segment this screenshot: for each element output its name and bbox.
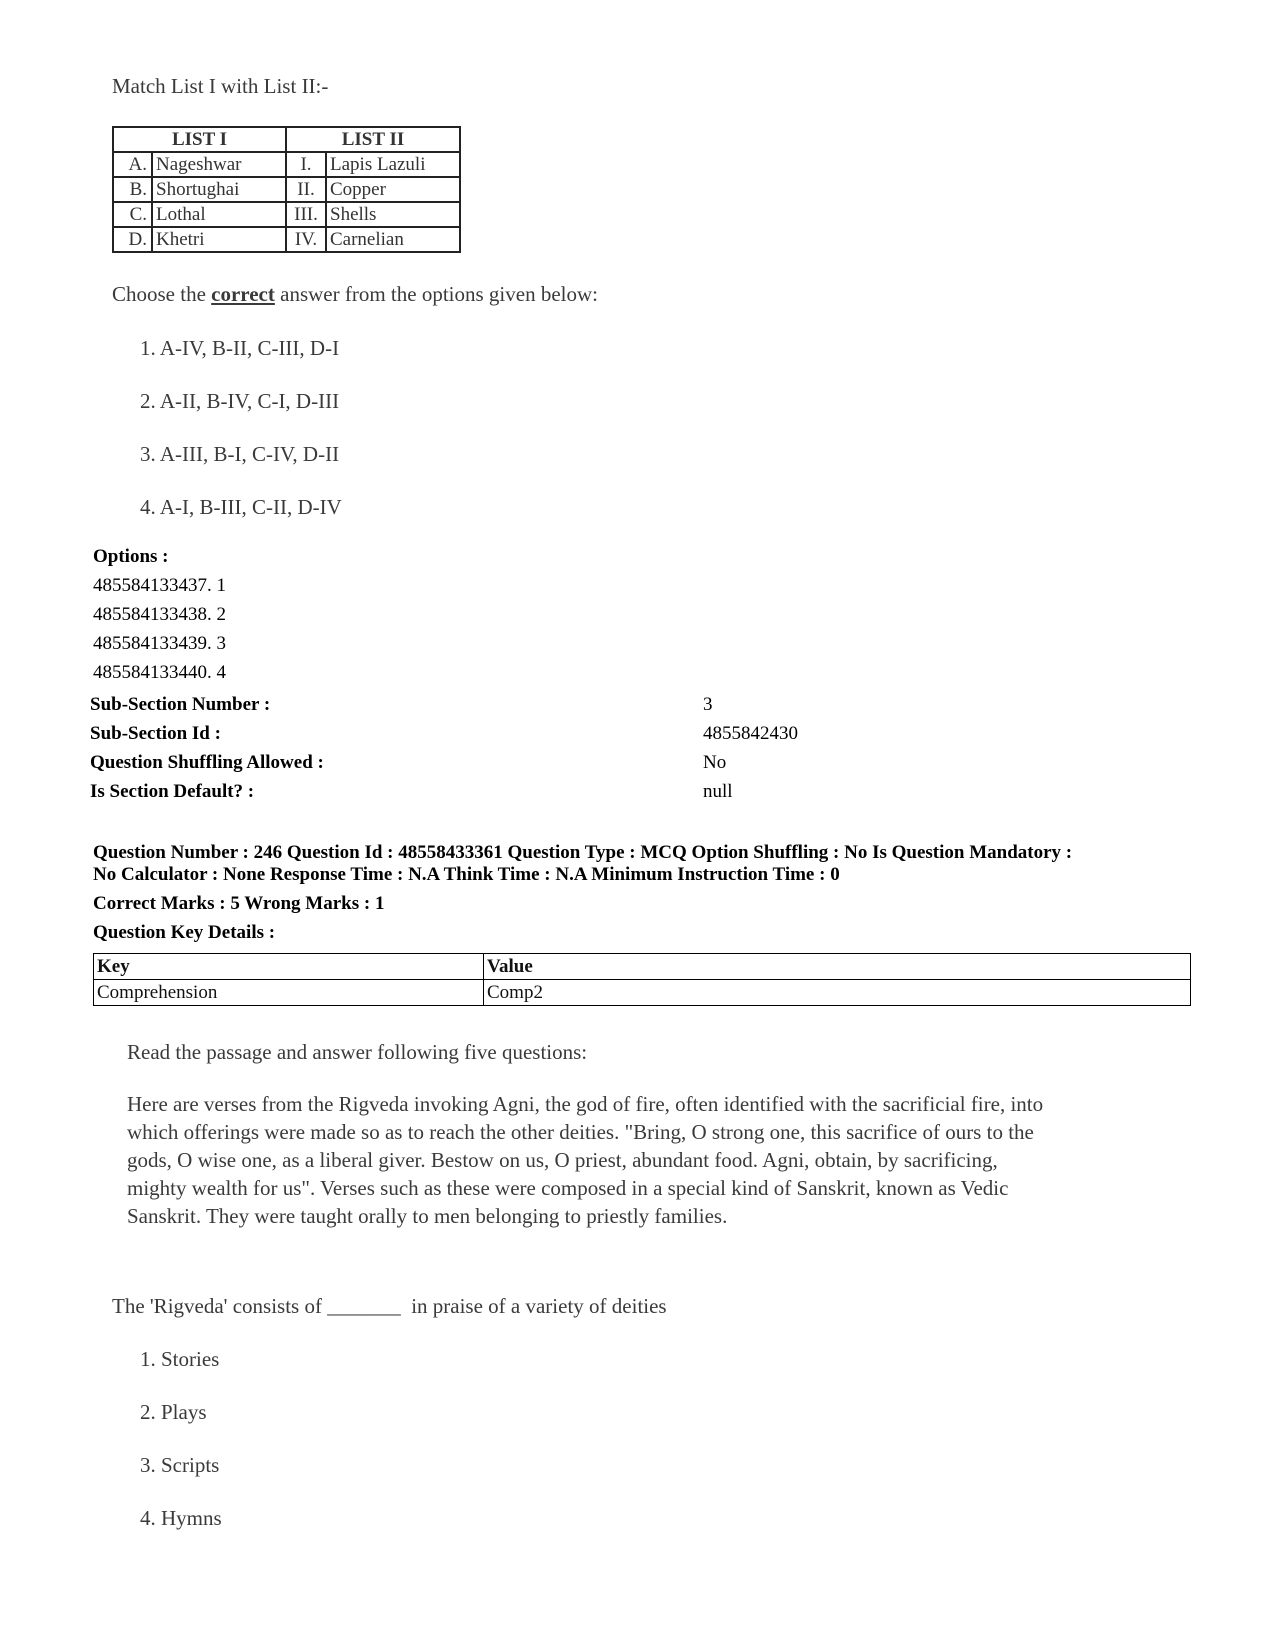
list-1-index: A. <box>113 152 152 177</box>
kv-key: Comprehension <box>94 980 484 1006</box>
choose-post: answer from the options given below: <box>274 282 598 306</box>
passage-line: mighty wealth for us". Verses such as these were composed in a special kind of Sanskrit, known as Vedic <box>127 1176 1009 1200</box>
section-default-label: Is Section Default? : <box>90 781 255 802</box>
list-1-index: C. <box>113 202 152 227</box>
key-details-label: Question Key Details : <box>93 922 276 943</box>
passage-line: which offerings were made so as to reach the other deities. "Bring, O strong one, this sacrifice of ours to the <box>127 1120 1034 1144</box>
list-2-item: Carnelian <box>326 227 460 252</box>
list-1-item: Khetri <box>152 227 286 252</box>
q1-heading: Match List I with List II:- <box>112 74 329 98</box>
list-1-item: Nageshwar <box>152 152 286 177</box>
passage-line: Here are verses from the Rigveda invoking Agni, the god of fire, often identified with the sacrificial fire, into <box>127 1092 1044 1116</box>
table-row <box>94 980 1191 1006</box>
choose-instruction <box>112 282 598 307</box>
passage <box>127 1090 1167 1230</box>
list-2-index: IV. <box>286 227 326 252</box>
kv-header-value: Value <box>484 954 1191 980</box>
q2-choice-4: 4. Hymns <box>140 1506 222 1530</box>
kv-header-key: Key <box>94 954 484 980</box>
sub-section-id-label: Sub-Section Id : <box>90 723 221 744</box>
table-row <box>94 954 1191 980</box>
table-row <box>113 202 460 227</box>
table-row <box>113 227 460 252</box>
table-row <box>113 152 460 177</box>
sub-section-number-value: 3 <box>703 694 713 715</box>
q1-choice-2: 2. A-II, B-IV, C-I, D-III <box>140 389 340 413</box>
q1-choice-4: 4. A-I, B-III, C-II, D-IV <box>140 495 342 519</box>
q2-choice-2: 2. Plays <box>140 1400 207 1424</box>
option-id-1: 485584133437. 1 <box>93 575 226 596</box>
list-2-item: Shells <box>326 202 460 227</box>
list-2-item: Lapis Lazuli <box>326 152 460 177</box>
list-1-index: D. <box>113 227 152 252</box>
choose-correct: correct <box>211 282 275 306</box>
list-2-index: II. <box>286 177 326 202</box>
q2-choice-1: 1. Stories <box>140 1347 220 1371</box>
sub-section-id-value: 4855842430 <box>703 723 798 744</box>
q2-choice-3: 3. Scripts <box>140 1453 220 1477</box>
list-2-index: I. <box>286 152 326 177</box>
question-meta-line-1: Question Number : 246 Question Id : 48558433361 Question Type : MCQ Option Shuffling : No Is Question Mandatory : <box>93 842 1073 863</box>
match-table-header <box>113 127 460 152</box>
list-1-header: LIST I <box>113 127 286 152</box>
choose-pre: Choose the <box>112 282 212 306</box>
sub-section-number-label: Sub-Section Number : <box>90 694 271 715</box>
list-2-index: III. <box>286 202 326 227</box>
passage-line: gods, O wise one, as a liberal giver. Bestow on us, O priest, abundant food. Agni, obtain, by sacrificing, <box>127 1148 998 1172</box>
option-id-3: 485584133439. 3 <box>93 633 226 654</box>
question-shuffling-label: Question Shuffling Allowed : <box>90 752 324 773</box>
option-id-2: 485584133438. 2 <box>93 604 226 625</box>
question-shuffling-value: No <box>703 752 727 773</box>
list-1-item: Shortughai <box>152 177 286 202</box>
passage-intro: Read the passage and answer following five questions: <box>127 1040 588 1064</box>
q1-choice-1: 1. A-IV, B-II, C-III, D-I <box>140 336 340 360</box>
section-default-value: null <box>703 781 733 802</box>
options-label: Options : <box>93 546 169 567</box>
option-id-4: 485584133440. 4 <box>93 662 226 683</box>
match-table <box>112 126 461 253</box>
question-meta-line-2: No Calculator : None Response Time : N.A Think Time : N.A Minimum Instruction Time : 0 <box>93 864 840 885</box>
q2-question: The 'Rigveda' consists of _______ in praise of a variety of deities <box>112 1294 667 1318</box>
list-1-item: Lothal <box>152 202 286 227</box>
passage-line: Sanskrit. They were taught orally to men belonging to priestly families. <box>127 1204 728 1228</box>
list-2-header: LIST II <box>286 127 460 152</box>
key-value-table <box>93 953 1191 1006</box>
q1-choice-3: 3. A-III, B-I, C-IV, D-II <box>140 442 340 466</box>
table-row <box>113 177 460 202</box>
list-1-index: B. <box>113 177 152 202</box>
kv-value: Comp2 <box>484 980 1191 1006</box>
list-2-item: Copper <box>326 177 460 202</box>
marks-line: Correct Marks : 5 Wrong Marks : 1 <box>93 893 385 914</box>
